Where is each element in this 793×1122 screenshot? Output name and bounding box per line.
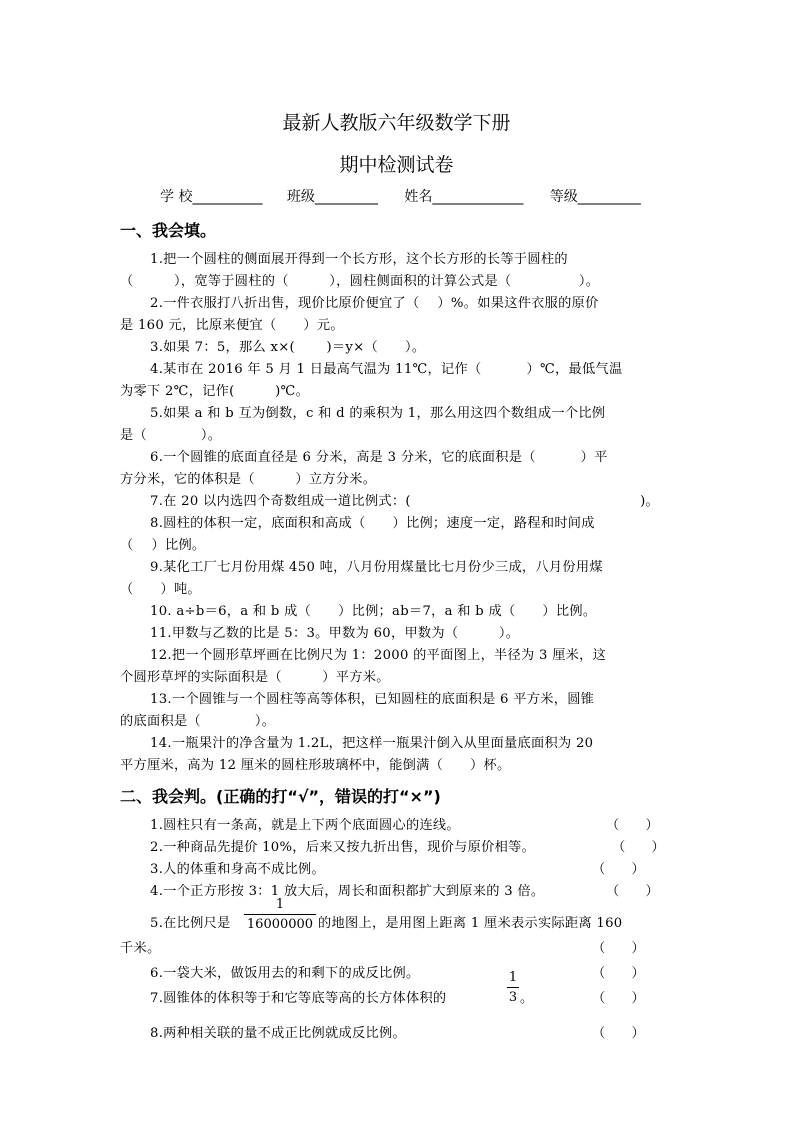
answer-paren[interactable]: （ ） [606, 818, 659, 833]
question-line: 9.某化工厂七月份用煤 450 吨，八月份用煤量比七月份少三成，八月份用煤 [150, 560, 603, 575]
question-line: 6.一个圆锥的底面直径是 6 分米，高是 3 分米，它的底面积是（ ）平 [150, 450, 608, 465]
fraction-numerator: 1 [508, 970, 518, 985]
one-third-fraction [507, 970, 519, 1005]
question-line: 是（ ）。 [120, 428, 222, 443]
class-field: 班级_________ [286, 189, 378, 205]
answer-paren[interactable]: （ ） [592, 991, 645, 1006]
judge-item-text: 5.在比例尺是 [150, 916, 231, 931]
answer-paren[interactable]: （ ） [606, 884, 659, 899]
question-line: 1.把一个圆柱的侧面展开得到一个长方形，这个长方形的长等于圆柱的 [150, 252, 568, 267]
question-line: 8.圆柱的体积一定，底面积和高成（ ）比例；速度一定，路程和时间成 [150, 516, 595, 531]
question-line: 13.一个圆锥与一个圆柱等高等体积，已知圆柱的底面积是 6 平方米，圆锥 [150, 692, 595, 707]
question-line: 为零下 2℃，记作( )℃。 [120, 384, 310, 399]
fraction-numerator: 1 [275, 897, 285, 912]
scale-fraction [244, 897, 316, 932]
section-2-heading: 二、我会判。(正确的打“√”，错误的打“×”) [120, 787, 441, 806]
judge-item-text: 的地图上，是用图上距离 1 厘米表示实际距离 160 [318, 916, 623, 931]
school-field: 学 校__________ [160, 189, 263, 205]
judge-item: 1.圆柱只有一条高，就是上下两个底面圆心的连线。 [150, 818, 460, 833]
judge-item-text: 。 [520, 991, 534, 1006]
answer-paren[interactable]: （ ） [592, 862, 645, 877]
student-info-row [160, 186, 641, 206]
name-field: 姓名_____________ [404, 189, 524, 205]
question-line: 5.如果 a 和 b 互为倒数，c 和 d 的乘积为 1，那么用这四个数组成一个比例 [150, 406, 606, 421]
answer-paren[interactable]: （ ） [592, 941, 645, 956]
question-line: （ ）吨。 [120, 582, 201, 597]
question-line: 3.如果 7：5，那么 x×( )＝y×（ ）。 [150, 340, 426, 355]
judge-item: 8.两种相关联的量不成正比例就成反比例。 [150, 1026, 406, 1041]
question-line: 个圆形草坪的实际面积是（ ）平方米。 [120, 670, 390, 685]
judge-item: 2.一种商品先提价 10%，后来又按九折出售，现价与原价相等。 [150, 840, 536, 855]
question-line: 10. a÷b＝6，a 和 b 成（ ）比例；ab＝7，a 和 b 成（ ）比例。 [150, 604, 597, 619]
answer-paren[interactable]: （ ） [592, 966, 645, 981]
question-line: （ ），宽等于圆柱的（ ），圆柱侧面积的计算公式是（ ）。 [120, 274, 600, 289]
grade-field: 等级_________ [549, 189, 641, 205]
section-1-heading: 一、我会填。 [120, 221, 217, 240]
judge-item: 6.一袋大米，做饭用去的和剩下的成反比例。 [150, 966, 420, 981]
question-line: 12.把一个圆形草坪画在比例尺为 1：2000 的平面图上，半径为 3 厘米，这 [150, 648, 607, 663]
answer-paren[interactable]: （ ） [612, 840, 665, 855]
fraction-denominator: 16000000 [246, 917, 314, 932]
question-line: 11.甲数与乙数的比是 5：3。甲数为 60，甲数为（ ）。 [150, 626, 520, 641]
question-line: 是 160 元，比原来便宜（ ）元。 [120, 318, 344, 333]
question-line: 7.在 20 以内选四个奇数组成一道比例式：( )。 [150, 494, 660, 509]
question-line: 14.一瓶果汁的净含量为 1.2L，把这样一瓶果汁倒入从里面量底面积为 20 [150, 736, 594, 751]
question-line: 方分米，它的体积是（ ）立方分米。 [120, 472, 377, 487]
judge-item-text: 7.圆锥体的体积等于和它等底等高的长方体体积的 [150, 991, 447, 1006]
question-line: 4.某市在 2016 年 5 月 1 日最高气温为 11℃，记作（ ）℃，最低气温 [150, 362, 623, 377]
judge-item: 3.人的体重和身高不成比例。 [150, 862, 326, 877]
fraction-denominator: 3 [508, 990, 518, 1005]
question-line: 平方厘米，高为 12 厘米的圆柱形玻璃杯中，能倒满（ ）杯。 [120, 758, 511, 773]
judge-item: 4.一个正方形按 3：1 放大后，周长和面积都扩大到原来的 3 倍。 [150, 884, 545, 899]
question-line: 的底面积是（ ）。 [120, 714, 276, 729]
answer-paren[interactable]: （ ） [592, 1026, 645, 1041]
judge-item-text: 千米。 [120, 941, 161, 956]
page-title: 最新人教版六年级数学下册 [282, 112, 511, 134]
question-line: 2.一件衣服打八折出售，现价比原价便宜了（ ）%。如果这件衣服的原价 [150, 296, 599, 311]
question-line: （ ）比例。 [120, 538, 206, 553]
page-subtitle: 期中检测试卷 [339, 154, 454, 176]
